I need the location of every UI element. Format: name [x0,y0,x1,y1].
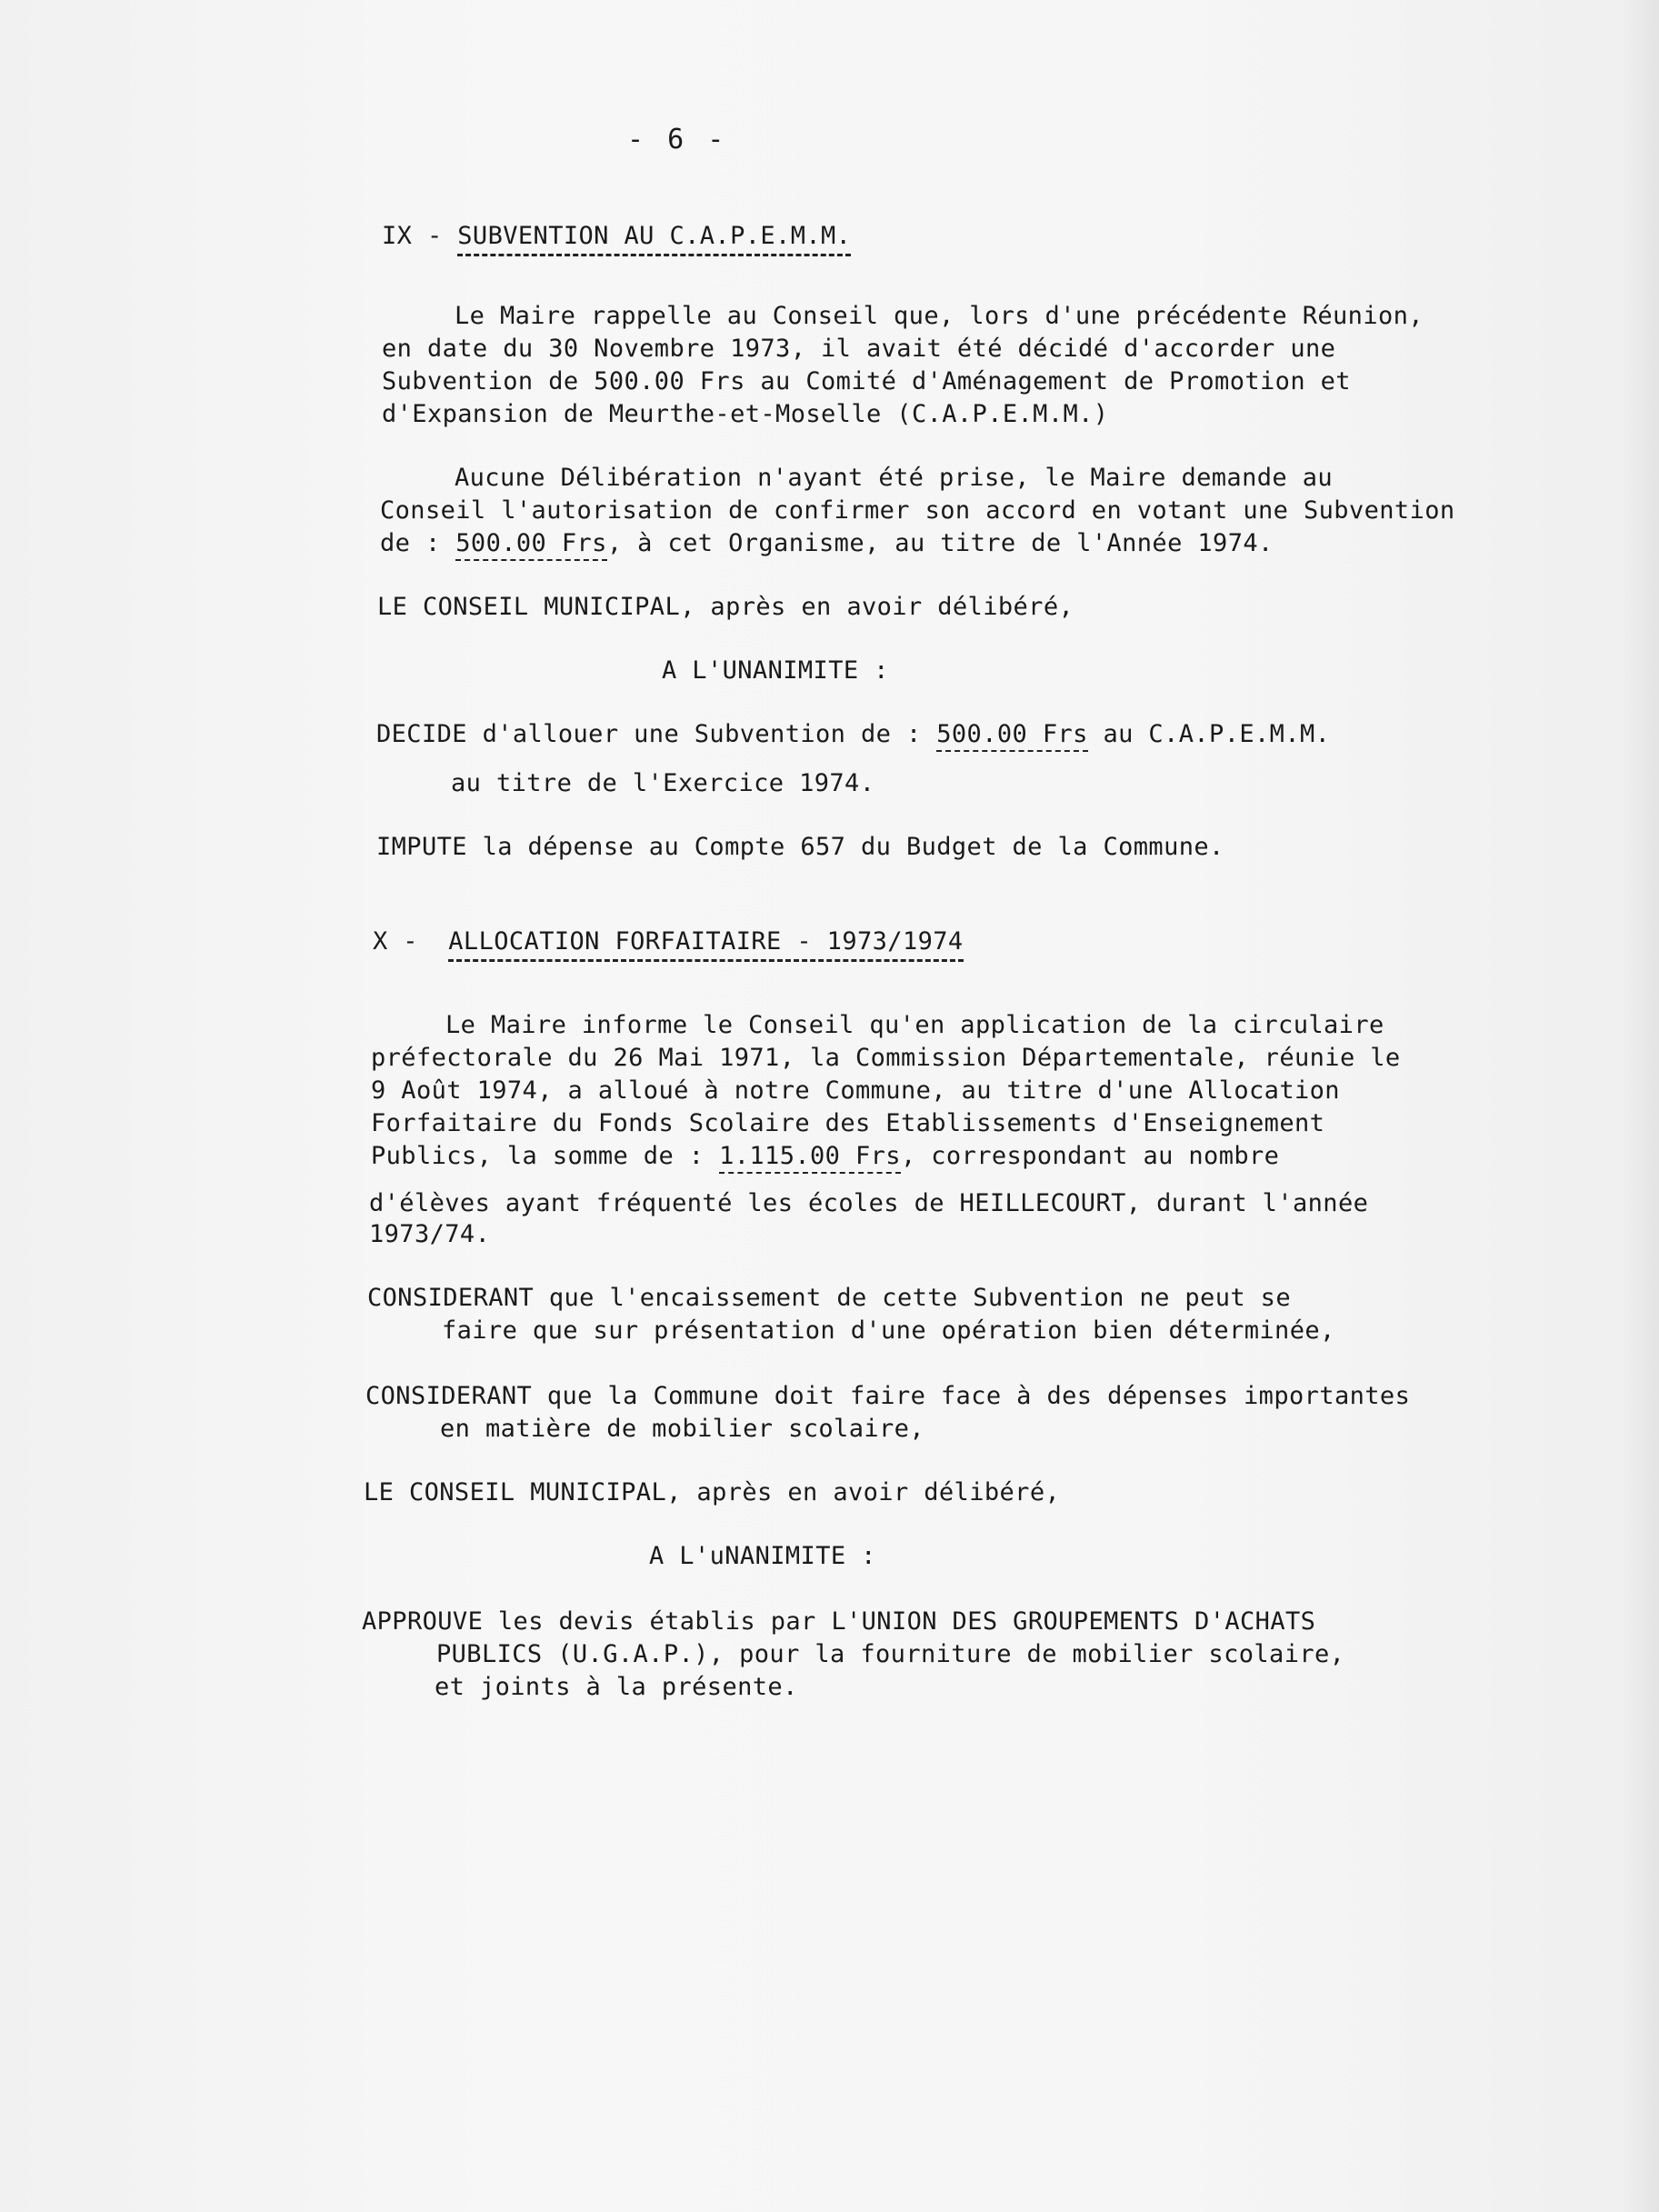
ix-amount-underlined: 500.00 Frs [455,529,607,561]
x-considerant2-line1: CONSIDERANT que la Commune doit faire face à des dépenses importantes [365,1382,1411,1410]
ix-para2-line1: Aucune Délibération n'ayant été prise, le Maire demande au [455,464,1334,492]
x-amount-underlined: 1.115.00 Frs [719,1142,901,1174]
x-unanimite: A L'uNANIMITE : [649,1542,876,1570]
ix-decide-amount: 500.00 Frs [936,720,1088,752]
x-considerant2-line2: en matière de mobilier scolaire, [440,1415,924,1443]
x-considerant1-line1: CONSIDERANT que l'encaissement de cette Subvention ne peut se [367,1284,1291,1312]
x-para1-line2: préfectorale du 26 Mai 1971, la Commission Départementale, réunie le [371,1044,1401,1072]
ix-unanimite: A L'UNANIMITE : [662,656,889,685]
section-x-heading [373,926,964,958]
ix-para1-line3: Subvention de 500.00 Frs au Comité d'Aménagement de Promotion et [382,367,1351,395]
x-para1-line1: Le Maire informe le Conseil qu'en application de la circulaire [445,1011,1384,1039]
x-approuve-line2: PUBLICS (U.G.A.P.), pour la fourniture de mobilier scolaire, [436,1640,1345,1668]
x-para1-line6: d'élèves ayant fréquenté les écoles de HEILLECOURT, durant l'année [369,1189,1369,1217]
ix-para2-line3: de : 500.00 Frs, à cet Organisme, au titre de l'Année 1974. [380,527,1274,560]
section-ix-number: IX - [382,222,443,250]
x-considerant1-line2: faire que sur présentation d'une opération bien déterminée, [442,1316,1335,1345]
ix-impute: IMPUTE la dépense au Compte 657 du Budget de la Commune. [376,833,1224,861]
x-para1-line4: Forfaitaire du Fonds Scolaire des Etablissements d'Enseignement [371,1109,1325,1137]
x-conseil-municipal: LE CONSEIL MUNICIPAL, après en avoir délibéré, [364,1478,1061,1506]
x-para1-line5: Publics, la somme de : 1.115.00 Frs, correspondant au nombre [371,1140,1279,1173]
x-approuve-line3: et joints à la présente. [435,1673,798,1701]
ix-para2-line2: Conseil l'autorisation de confirmer son accord en votant une Subvention [380,496,1455,525]
page-number: - 6 - [627,124,728,155]
section-x-title: ALLOCATION FORFAITAIRE - 1973/1974 [448,927,963,962]
x-approuve-line1: APPROUVE les devis établis par L'UNION DES GROUPEMENTS D'ACHATS [362,1607,1316,1636]
x-para1-line7: 1973/74. [369,1220,491,1248]
ix-decide-line1: DECIDE d'allouer une Subvention de : 500.00 Frs au C.A.P.E.M.M. [376,718,1330,751]
ix-decide-line2: au titre de l'Exercice 1974. [451,769,875,797]
section-ix-title: SUBVENTION AU C.A.P.E.M.M. [457,222,851,256]
ix-para1-line1: Le Maire rappelle au Conseil que, lors d'une précédente Réunion, [455,302,1424,330]
page-edge-shadow [1623,0,1659,2212]
ix-conseil-municipal: LE CONSEIL MUNICIPAL, après en avoir délibéré, [377,593,1074,621]
ix-para1-line2: en date du 30 Novembre 1973, il avait été décidé d'accorder une [382,335,1336,363]
section-x-number: X - [373,927,418,956]
x-para1-line3: 9 Août 1974, a alloué à notre Commune, au titre d'une Allocation [371,1076,1340,1105]
ix-para1-line4: d'Expansion de Meurthe-et-Moselle (C.A.P.E.M.M.) [382,400,1109,428]
section-ix-heading [382,220,851,253]
